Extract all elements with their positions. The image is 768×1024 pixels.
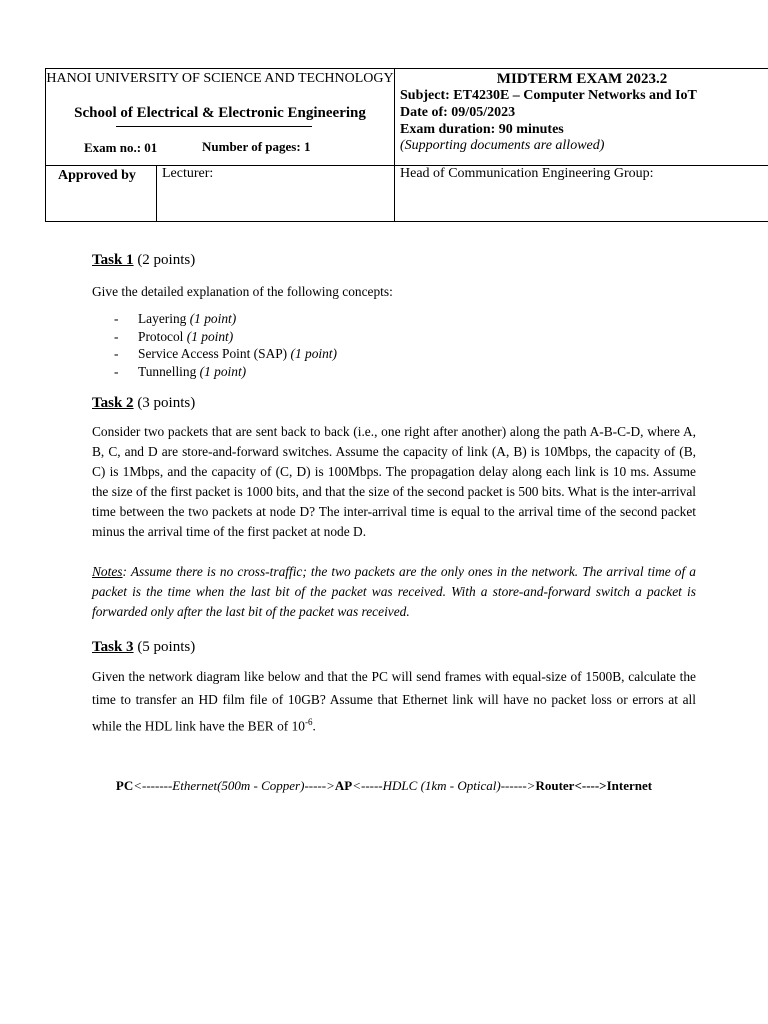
table-divider xyxy=(156,165,157,221)
task1-intro: Give the detailed explanation of the following concepts: xyxy=(92,284,393,299)
exam-title: MIDTERM EXAM 2023.2 xyxy=(496,71,668,87)
notes-label: Notes xyxy=(92,564,123,579)
lecturer-label: Lecturer: xyxy=(162,166,214,181)
supporting-docs-note: (Supporting documents are allowed) xyxy=(400,138,605,153)
task2-title: Task 2 xyxy=(92,395,134,411)
notes-text: : Assume there is no cross-traffic; the two packets are the only ones in the network. The arrival time of a packet is the time when the last bit of the packet was received. With a store-and-forward switch a packet is forwarded only after the last bit of the packet was received. xyxy=(92,564,696,619)
list-item: - Protocol (1 point) xyxy=(114,328,234,344)
exam-subject: Subject: ET4230E – Computer Networks and IoT xyxy=(400,88,697,103)
head-of-group-label: Head of Communication Engineering Group: xyxy=(400,166,654,181)
number-of-pages: Number of pages: 1 xyxy=(202,139,311,154)
node-pc: PC xyxy=(115,778,134,793)
link-ethernet: <-------Ethernet(500m - Copper)-----> xyxy=(133,778,335,793)
school-name: School of Electrical & Electronic Engineering xyxy=(74,105,366,121)
task2-notes xyxy=(92,562,696,622)
university-name: HANOI UNIVERSITY OF SCIENCE AND TECHNOLOGY xyxy=(46,71,394,86)
task1-heading xyxy=(92,252,195,269)
link-hdlc: <-----HDLC (1km - Optical)------> xyxy=(352,778,536,793)
exam-date: Date of: 09/05/2023 xyxy=(400,105,516,120)
network-diagram xyxy=(0,778,768,794)
node-router: Router xyxy=(535,778,575,793)
school-underline xyxy=(116,126,312,127)
table-divider xyxy=(394,69,395,221)
exam-duration: Exam duration: 90 minutes xyxy=(400,122,564,137)
task3-body: Given the network diagram like below and that the PC will send frames with equal-size of 1500B, calculate the time to transfer an HD film file of 10GB? Assume that Ethernet link will have no packet loss or errors at all while the HDL link have the BER of $10^{-6}$. xyxy=(92,669,696,734)
exam-number: Exam no.: 01 xyxy=(84,140,158,155)
task1-concept-list xyxy=(114,310,337,380)
node-internet: Internet xyxy=(606,778,653,793)
task2-heading xyxy=(92,395,195,412)
ber-exponent: -6 xyxy=(304,717,313,727)
list-item: - Layering (1 point) xyxy=(114,311,237,326)
task1-points: (2 points) xyxy=(137,252,196,268)
list-item: - Tunnelling (1 point) xyxy=(114,363,247,379)
approved-by-label: Approved by xyxy=(58,168,136,183)
node-ap: AP xyxy=(334,778,353,793)
task1-title: Task 1 xyxy=(92,252,134,268)
task3-heading xyxy=(92,639,195,656)
task3-points: (5 points) xyxy=(137,639,196,655)
exam-header-table xyxy=(45,68,768,222)
list-item: - Service Access Point (SAP) (1 point) xyxy=(114,346,337,361)
link-internet: <----> xyxy=(574,778,607,793)
task2-points: (3 points) xyxy=(137,395,196,411)
task3-title: Task 3 xyxy=(92,639,134,655)
task2-body: Consider two packets that are sent back to back (i.e., one right after another) along the path A-B-C-D, where A, B, C, and D are store-and-forward switches. Assume the capacity of link (A, B) is 10Mbps, the capacity of (B, C) is 1Mbps, and the capacity of (C, D) is 100Mbps. The propagation delay along each link is 10 ms. Assume the size of the first packet is 1000 bits, and that the size of the second packet is 500 bits. What is the inter-arrival time between the two packets at node D? The inter-arrival time is equal to the arrival time of the second packet minus the arrival time of the first packet at node D. xyxy=(92,424,696,539)
